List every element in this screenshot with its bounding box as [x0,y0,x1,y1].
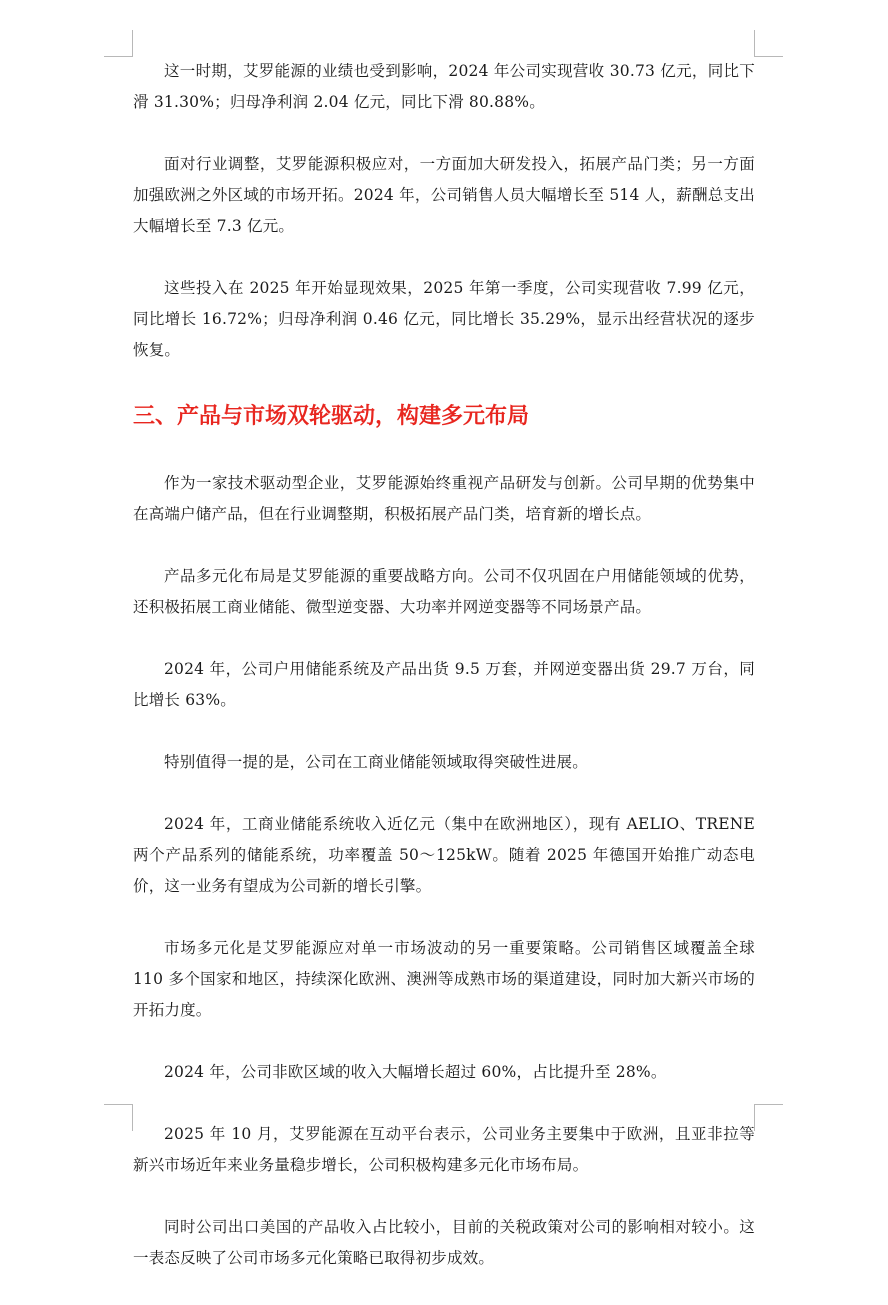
paragraph: 2025 年 10 月，艾罗能源在互动平台表示，公司业务主要集中于欧洲，且亚非拉等新兴市场近年来业务量稳步增长，公司积极构建多元化市场布局。 [133,1125,755,1174]
paragraph: 2024 年，工商业储能系统收入近亿元（集中在欧洲地区），现有 AELIO、TRENE 两个产品系列的储能系统，功率覆盖 50～125kW。随着 2025 年德国开始推广动态电价，这一业务有望成为公司新的增长引擎。 [133,815,755,895]
paragraph: 特别值得一提的是，公司在工商业储能领域取得突破性进展。 [164,753,588,771]
crop-mark-top-right [754,30,783,57]
crop-mark-bottom-right [754,1104,783,1131]
paragraph: 同时公司出口美国的产品收入占比较小，目前的关税政策对公司的影响相对较小。这一表态反映了公司市场多元化策略已取得初步成效。 [133,1218,755,1267]
paragraph: 这一时期，艾罗能源的业绩也受到影响，2024 年公司实现营收 30.73 亿元，同比下滑 31.30%；归母净利润 2.04 亿元，同比下滑 80.88%。 [133,62,755,111]
paragraph: 面对行业调整，艾罗能源积极应对，一方面加大研发投入，拓展产品门类；另一方面加强欧洲之外区域的市场开拓。2024 年，公司销售人员大幅增长至 514 人，薪酬总支出大幅增长至 7.3 亿元。 [133,155,755,235]
section-heading: 三、产品与市场双轮驱动，构建多元布局 [133,404,530,429]
document-body [133,56,755,1305]
crop-mark-bottom-left [104,1104,133,1131]
paragraph: 2024 年，公司户用储能系统及产品出货 9.5 万套，并网逆变器出货 29.7 万台，同比增长 63%。 [133,660,755,709]
paragraph: 产品多元化布局是艾罗能源的重要战略方向。公司不仅巩固在户用储能领域的优势，还积极拓展工商业储能、微型逆变器、大功率并网逆变器等不同场景产品。 [133,567,755,616]
paragraph: 2024 年，公司非欧区域的收入大幅增长超过 60%，占比提升至 28%。 [164,1063,667,1081]
paragraph: 作为一家技术驱动型企业，艾罗能源始终重视产品研发与创新。公司早期的优势集中在高端户储产品，但在行业调整期，积极拓展产品门类，培育新的增长点。 [133,474,755,523]
paragraph: 市场多元化是艾罗能源应对单一市场波动的另一重要策略。公司销售区域覆盖全球 110 多个国家和地区，持续深化欧洲、澳洲等成熟市场的渠道建设，同时加大新兴市场的开拓力度。 [133,939,755,1019]
crop-mark-top-left [104,30,133,57]
paragraph: 这些投入在 2025 年开始显现效果，2025 年第一季度，公司实现营收 7.99 亿元，同比增长 16.72%；归母净利润 0.46 亿元，同比增长 35.29%，显示出经营状况的逐步恢复。 [133,279,755,359]
